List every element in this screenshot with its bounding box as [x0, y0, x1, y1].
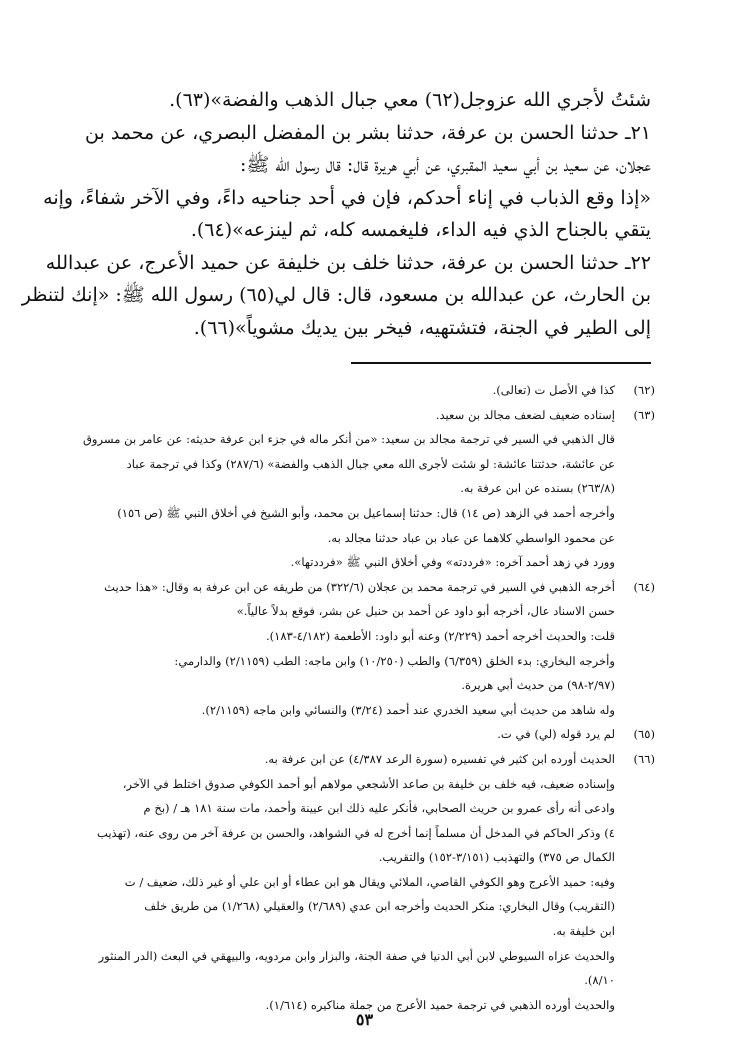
footnote-line: وإسناده ضعيف، فيه خلف بن خليفة بن صاعد الأشجعي مولاهم أبو أحمد الكوفي صدوق اختلط في الآخر، [122, 776, 615, 791]
footnote-line: إسناده ضعيف لضعف مجالد بن سعيد. [435, 407, 615, 422]
footnotes [82, 378, 655, 1017]
footnote-line: أخرجه الذهبي في السير في ترجمة محمد بن عجلان (٣٢٢/٦) من طريقه عن ابن عرفة به وقال: «هذا حديث [104, 579, 615, 594]
footnote-line: والحديث عزاه السيوطي لابن أبي الدنيا في صفة الجنة، والبزار وابن مردويه، والبيهقي في البعث (الدر المنثور [98, 948, 615, 963]
footnote-line: وفيه: حميد الأعرج وهو الكوفي القاصي، الملائي ويقال هو ابن عطاء أو ابن علي أو غير ذلك، ضعيف / ت [124, 874, 615, 889]
footnote-65 [88, 722, 655, 747]
footnote-line: الحديث أورده ابن كثير في تفسيره (سورة الرعد ٤/٣٨٧) عن ابن عرفة به. [264, 751, 615, 766]
footnote-line: وله شاهد من حديث أبي سعيد الخدري عند أحمد (٣/٢٤) والنسائي وابن ماجه (٢/١١٥٩). [201, 702, 615, 717]
footnote-line: الكمال ص ٣٧٥) والتهذيب (٣/١٥١-١٥٢) والتقريب. [378, 850, 615, 865]
hadith-22 [21, 247, 651, 345]
main-text-line: بن الحارث، عن عبدالله بن مسعود، قال: قال لي(٦٥) رسول الله ﷺ: «إنك لتنظر [21, 284, 651, 306]
main-text [21, 84, 651, 344]
main-text-line: شئتُ لأجري الله عزوجل(٦٢) معي جبال الذهب والفضة»(٦٣). [169, 89, 651, 111]
main-text-line: يتقي بالجناح الذي فيه الداء، فليغمسه كله، ثم لينزعه»(٦٤). [190, 219, 651, 241]
footnote-62 [88, 378, 655, 403]
footnote-line: (٢/٩٧-٩٨) من حديث أبي هريرة. [461, 678, 615, 693]
footnote-66 [88, 747, 655, 1018]
main-text-line: إلى الطير في الجنة، فتشتهيه، فيخر بين يديك مشوياً»(٦٦). [193, 316, 651, 339]
footnote-line: ٨/١٠). [584, 973, 615, 988]
footnote-line: كذا في الأصل ت (تعالى). [492, 383, 615, 397]
page-number: ٥٣ [355, 1010, 374, 1029]
main-text-line: ٢٢ـ حدثنا الحسن بن عرفة، حدثنا خلف بن خليفة عن حميد الأعرج، عن عبدالله [45, 251, 651, 274]
footnote-number: (٦٢) [633, 383, 655, 397]
footnote-number: (٦٥) [633, 727, 655, 742]
footnote-number: (٦٦) [633, 751, 655, 766]
footnote-number: (٦٣) [633, 407, 655, 422]
footnote-line: وادعى أنه رأى عمرو بن حريث الصحابي، فأنكر عليه ذلك ابن عيينة وأحمد، مات سنة ١٨١ هـ / (بخ م [143, 801, 615, 816]
hadith-21 [43, 117, 651, 247]
footnote-line: قلت: والحديث أخرجه أحمد (٢/٢٢٩) وعنه أبو داود: الأطعمة (٤/١٨٢-١٨٣). [265, 628, 615, 643]
main-text-line: عجلان، عن سعيد بن أبي سعيد المقبري، عن أبي هريرة قال: قال رسول الله ﷺ: [240, 154, 651, 176]
footnote-line: لم يرد قوله (لي) في ت. [497, 727, 615, 742]
footnote-line: ٤) وذكر الحاكم في المدخل أن مسلماً إنما أخرج له في الشواهد، والحسن بن عرفة آخر من روى عنه، (تهذيب [96, 825, 615, 840]
hadith-ending [88, 84, 651, 117]
footnote-63 [82, 403, 655, 575]
footnote-line: ابن خليفة به. [552, 924, 615, 939]
footnote-64 [88, 575, 655, 723]
footnote-line: قال الذهبي في السير في ترجمة مجالد بن سعيد: «من أنكر ماله في جزء ابن عرفة حديثه: عن عامر بن مسروق [82, 432, 615, 447]
footnote-line: وورد في زهد أحمد آخره: «فرددته» وفي أخلاق النبي ﷺ «فرددتها». [290, 555, 615, 570]
footnote-line: وأخرجه أحمد في الزهد (ص ١٤) قال: حدثنا إسماعيل بن محمد، وأبو الشيخ في أخلاق النبي ﷺ (ص ١٥٦) [117, 505, 615, 520]
footnote-line: عن محمود الواسطي كلاهما عن عباد بن عباد حدثنا مجالد به. [327, 530, 615, 545]
footnote-line: وأخرجه البخاري: بدء الخلق (٦/٣٥٩) والطب (١٠/٢٥٠) وابن ماجه: الطب (٢/١١٥٩) والدارمي: [174, 653, 615, 668]
footnote-line: (التقريب) وقال البخاري: منكر الحديث وأخرجه ابن عدي (٢/٦٨٩) والعقيلي (١/٢٦٨) من طريق خلف [144, 899, 615, 914]
footnote-line: (٢٦٣/٨) بسنده عن ابن عرفة به. [460, 481, 615, 496]
footnote-number: (٦٤) [633, 579, 655, 594]
main-text-line: ٢١ـ حدثنا الحسن بن عرفة، حدثنا بشر بن المفضل البصري، عن محمد بن [85, 121, 651, 144]
footnote-line: عن عائشة، حدثتنا عائشة: لو شئت لأجرى الله معي جبال الذهب والفضة» (٢٨٧/٦) وكذا في ترجمة عباد [126, 456, 615, 471]
footnote-line: والحديث أورده الذهبي في ترجمة حميد الأعرج من جملة مناكيره (١/٦١٤). [265, 997, 615, 1012]
footnote-line: حسن الاسناد عال، أخرجه أبو داود عن أحمد بن حنبل عن بشر، فوقع بدلاً عالياً.» [236, 604, 615, 619]
main-text-line: «إذا وقع الذباب في إناء أحدكم، فإن في أحد جناحيه داءً، وفي الآخر شفاءً، وإنه [43, 186, 651, 209]
footnote-divider [351, 362, 651, 364]
